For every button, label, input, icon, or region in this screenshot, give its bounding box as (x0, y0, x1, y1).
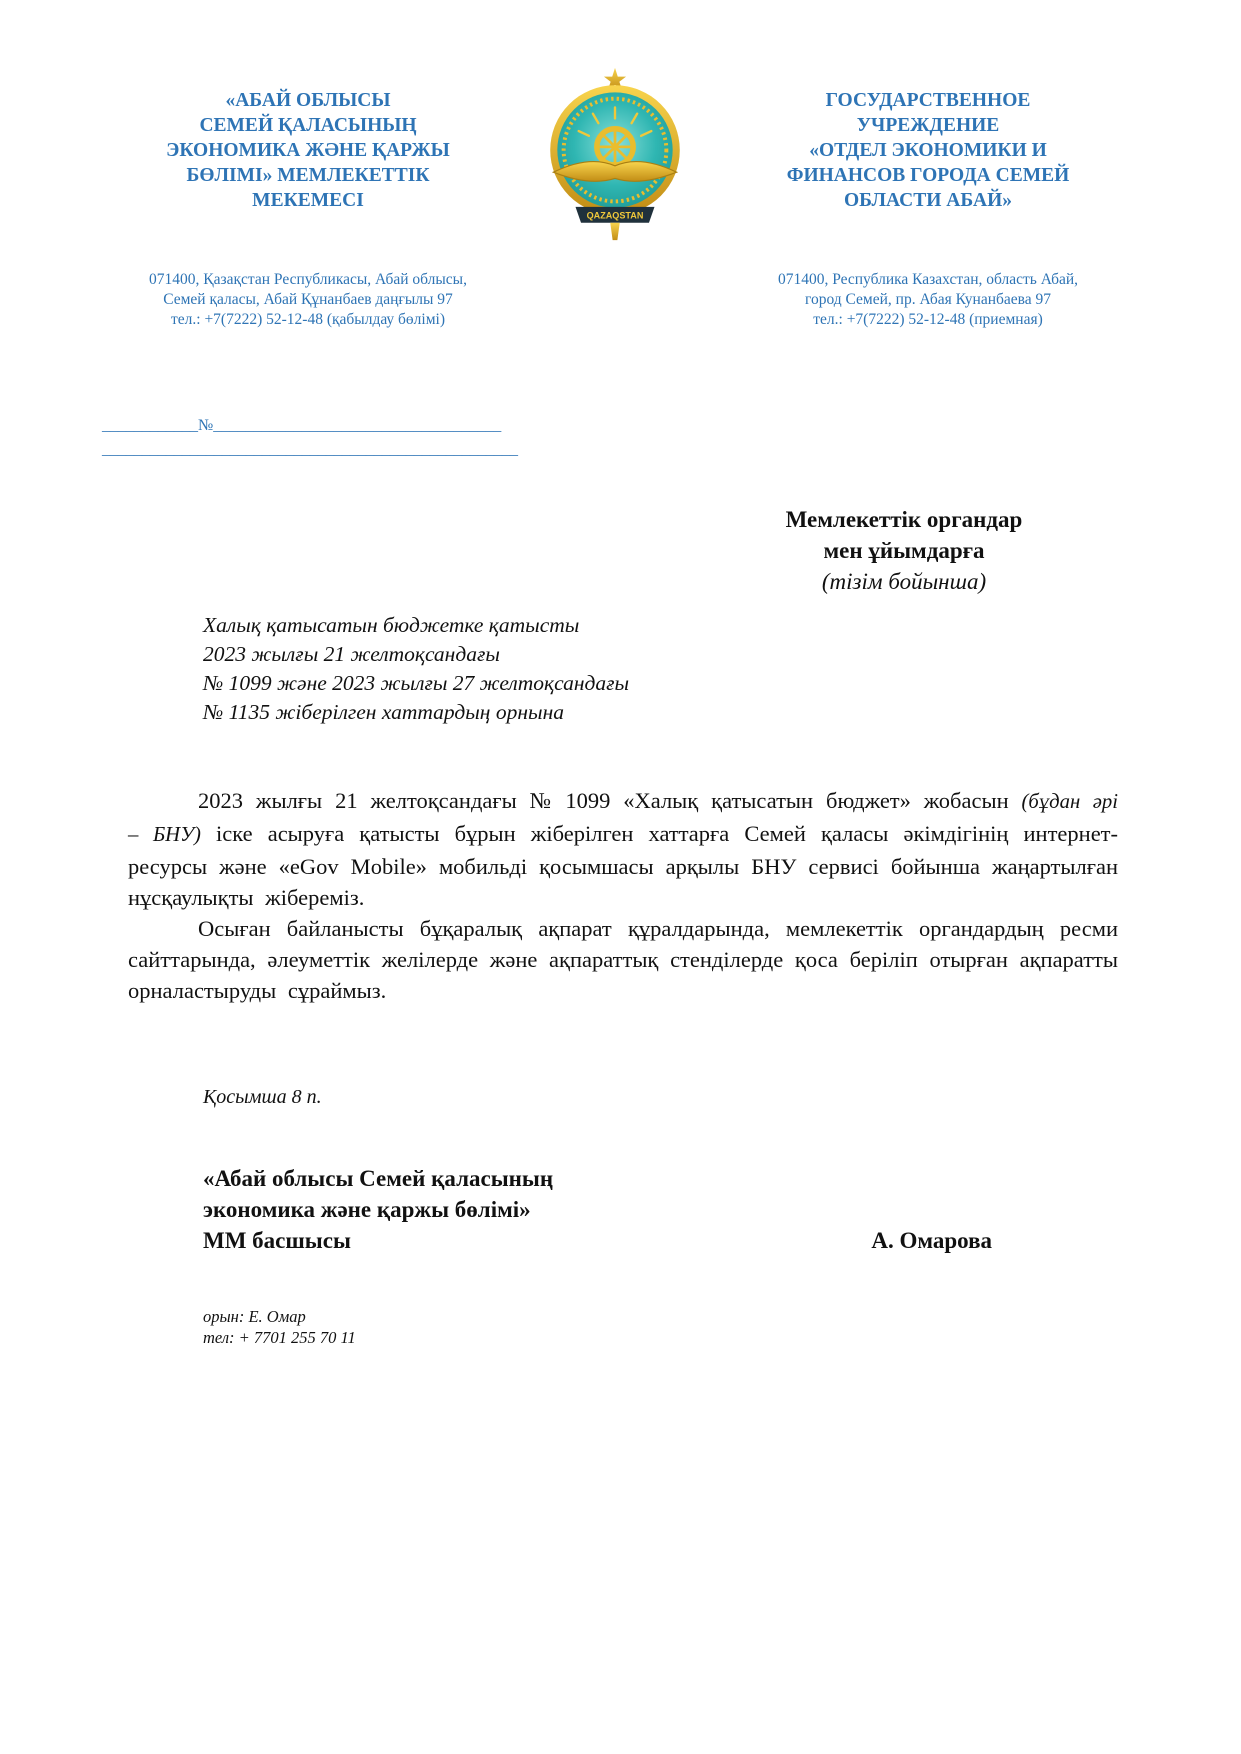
letterhead (98, 88, 1144, 330)
coat-of-arms-icon (536, 66, 694, 242)
org-address-kk (98, 270, 518, 330)
org-address-kk-line: 071400, Қазақстан Республикасы, Абай облысы, (149, 271, 467, 288)
org-address-kk-line: тел.: +7(7222) 52-12-48 (қабылдау бөлімі) (171, 311, 445, 328)
org-title-ru-line: «ОТДЕЛ ЭКОНОМИКИ И (809, 140, 1047, 161)
org-title-ru (712, 88, 1144, 220)
org-title-kk-line: «АБАЙ ОБЛЫСЫ (225, 90, 391, 111)
executor-block (203, 1306, 1241, 1348)
org-title-ru-line: ФИНАНСОВ ГОРОДА СЕМЕЙ (786, 165, 1070, 186)
org-title-kk (98, 88, 518, 220)
doc-number-block (102, 414, 1241, 462)
recipient-line: мен ұйымдарға (823, 538, 985, 563)
body-p1-text: іске асыруға қатысты бұрын жіберілген хаттарға Семей қаласы әкімдігінің интернет-ресурсы және «eGov Mobile» мобильді қосымшасы арқылы БНУ сервисі бойынша жаңартылған нұсқаулықты жібереміз. (128, 821, 1119, 910)
signer-name: А. Омарова (871, 1228, 992, 1253)
body-paragraph-1 (128, 785, 1118, 913)
emblem-banner-text: QAZAQSTAN (586, 210, 644, 221)
org-title-ru-line: ГОСУДАРСТВЕННОЕ (825, 90, 1031, 111)
doc-number-blank-left: ____________ (102, 417, 198, 434)
org-address-ru (712, 270, 1144, 330)
reference-line: № 1099 және 2023 жылғы 27 желтоқсандағы (203, 671, 630, 695)
reference-line: 2023 жылғы 21 желтоқсандағы (203, 642, 500, 666)
org-address-ru-line: город Семей, пр. Абая Кунанбаева 97 (804, 291, 1052, 308)
org-title-kk-line: СЕМЕЙ ҚАЛАСЫНЫҢ (199, 115, 417, 136)
org-address-kk-line: Семей қаласы, Абай Құнанбаев даңғылы 97 (163, 291, 453, 308)
executor-phone: тел: + 7701 255 70 11 (203, 1328, 356, 1347)
doc-number-symbol: № (198, 417, 214, 434)
org-title-ru-line: УЧРЕЖДЕНИЕ (856, 115, 1000, 136)
reference-line: № 1135 жіберілген хаттардың орнына (203, 700, 564, 724)
org-address-ru-line: 071400, Республика Казахстан, область Абай, (777, 271, 1079, 288)
body-paragraph-2: Осыған байланысты бұқаралық ақпарат құралдарында, мемлекеттік органдардың ресми сайттарында, әлеуметтік желілерде және ақпараттық стенділерде қоса беріліп отырған ақпаратты орналастыруды сұраймыз. (128, 916, 1118, 1003)
attachment-note: Қосымша 8 п. (203, 1086, 322, 1108)
signature-block (203, 1163, 1118, 1256)
org-title-kk-line: БӨЛІМІ» МЕМЛЕКЕТТІК (186, 165, 430, 186)
doc-date-line: ____________________________________________________ (102, 441, 518, 458)
executor-name: орын: Е. Омар (203, 1307, 306, 1326)
signature-org-line: «Абай облысы Семей қаласының (203, 1166, 554, 1191)
signature-row (203, 1225, 1118, 1256)
org-title-ru-line: ОБЛАСТИ АБАЙ» (843, 190, 1013, 211)
signature-org-line: экономика және қаржы бөлімі» (203, 1197, 531, 1222)
recipient-note: (тізім бойынша) (821, 569, 987, 594)
reference-block (203, 611, 1241, 727)
recipient-block (758, 504, 1050, 597)
emblem-container (518, 88, 712, 330)
org-title-kk-line: ЭКОНОМИКА ЖӘНЕ ҚАРЖЫ (166, 140, 450, 161)
org-block-kk (98, 88, 518, 330)
org-address-ru-line: тел.: +7(7222) 52-12-48 (приемная) (813, 311, 1043, 328)
recipient-line: Мемлекеттік органдар (785, 507, 1023, 532)
signer-title: ММ басшысы (203, 1228, 351, 1253)
doc-number-blank-right: ____________________________________ (213, 417, 502, 434)
body-p1-text: 2023 жылғы 21 желтоқсандағы № 1099 «Халық қатысатын бюджет» жобасын (198, 788, 1022, 813)
body-p1-italic-note: (бұдан әрі – БНУ) (128, 791, 1118, 846)
org-title-kk-line: МЕКЕМЕСІ (252, 190, 364, 211)
reference-line: Халық қатысатын бюджетке қатысты (203, 613, 580, 637)
doc-number-line (102, 414, 1241, 438)
org-block-ru (712, 88, 1144, 330)
letter-body (128, 785, 1118, 1006)
